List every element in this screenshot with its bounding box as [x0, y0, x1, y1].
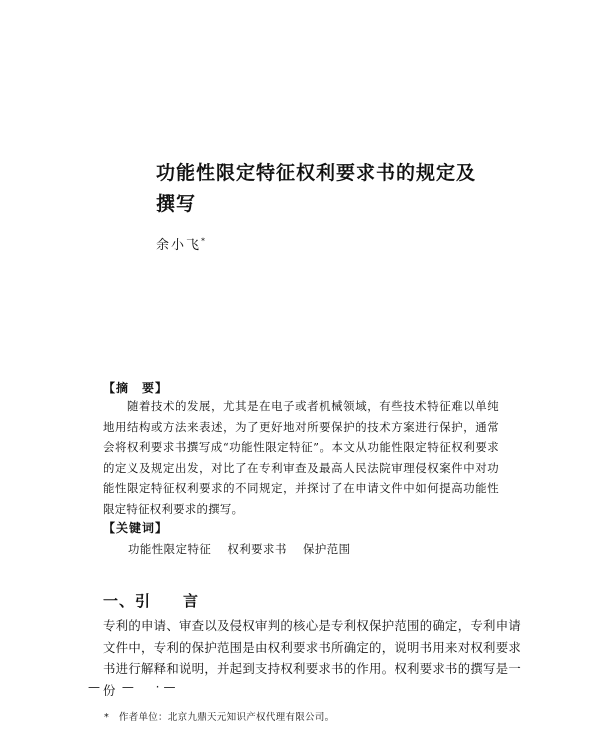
keywords-heading: 【关键词】: [103, 521, 169, 535]
section-heading: 一、引 言: [103, 592, 200, 610]
keyword: 保护范围: [302, 542, 351, 556]
abstract-text: 随着技术的发展，尤其是在电子或者机械领域，有些技术特征难以单纯地用结构或方法来表述，为了更好地对所要保护的技术方案进行保护，通常会将权利要求书撰写成“功能性限定特征”。本文从功能性限定特征权利要求的定义及规定出发，对比了在专利审查及最高人民法院审理侵权案件中对功能性限定特征权利要求的不同规定，并探讨了在申请文件中如何提高功能性限定特征权利要求的撰写。: [103, 399, 499, 516]
keywords-list: [128, 541, 363, 557]
author-footnote-mark: *: [201, 236, 206, 246]
article-title: 功能性限定特征权利要求书的规定及撰写: [156, 162, 477, 215]
keyword: 权利要求书: [227, 542, 287, 556]
footnote: * 作者单位：北京九鼎天元知识产权代理有限公司。: [104, 712, 335, 723]
section-body-text: 专利的申请、审查以及侵权审判的核心是专利权保护范围的确定，专利申请文件中，专利的保护范围是由权利要求书所确定的，说明书用来对权利要求书进行解释和说明，并起到支持权利要求书的作用。权利要求书的撰写是一份: [103, 618, 521, 698]
keyword: 功能性限定特征: [128, 542, 212, 556]
abstract-heading: 【摘 要】: [103, 381, 169, 395]
author-name: 余小飞: [156, 238, 202, 253]
dash: —: [121, 680, 138, 694]
dash: —: [88, 680, 104, 694]
dash: ·—: [155, 680, 180, 694]
author-line: [156, 234, 205, 253]
page-break-dashes: [88, 680, 189, 694]
